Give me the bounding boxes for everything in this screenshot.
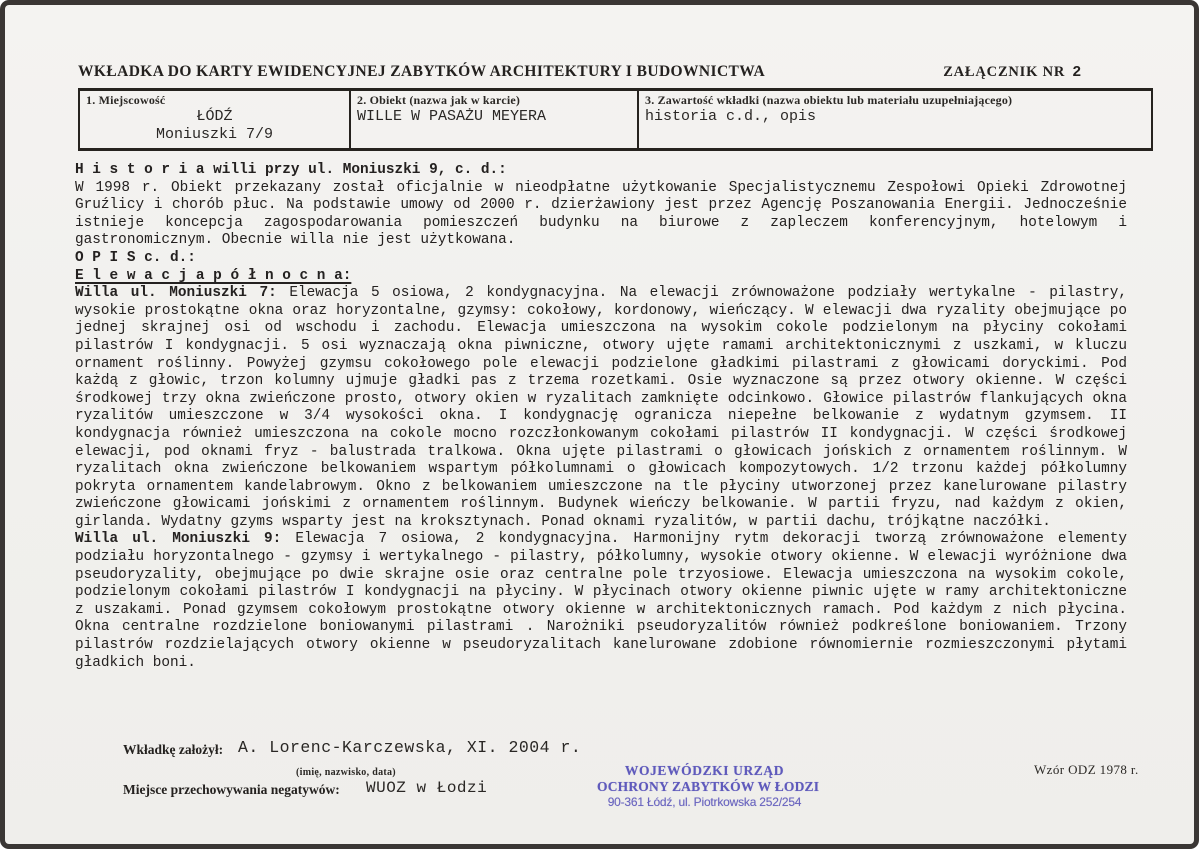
- form-pattern-note: Wzór ODZ 1978 r.: [1034, 762, 1139, 777]
- cell-label: 1. Miejscowość: [86, 93, 166, 107]
- cell-value-city: ŁÓDŹ: [196, 108, 233, 125]
- willa-moniuszki-7-paragraph: [75, 285, 1127, 531]
- header-table: [78, 88, 1153, 151]
- founder-label: Wkładkę założył:: [123, 742, 224, 757]
- negatives-value: WUOZ w Łodzi: [366, 779, 488, 797]
- history-heading: H i s t o r i a willi przy ul. Moniuszki 9, c. d.:: [75, 162, 507, 178]
- willa-9-lead: Willa ul. Moniuszki 9:: [75, 531, 282, 548]
- table-cell-miejscowosc: [80, 91, 349, 148]
- document-page: [5, 5, 1194, 844]
- willa-9-text: Elewacja 7 osiowa, 2 kondygnacyjna. Harmonijny rytm dekoracji tworzą zrównoważone elementy podziału horyzontalnego - gzymsy i wertykalnego - pilastry, półkolumny, wysokie otwory okienne. W elewacji wyróżnione dwa pseudoryzality, obejmujące po dwie skrajne osie oraz centralne pole trzyosiowe. Elewacja umieszczona na wysokim cokole, podzielonym cokołami pilastrów I kondygnacji na płyciny. W płycinach otwory okienne piwnic ujęte w ramy architektoniczne z uszakami. Ponad gzymsem cokołowym prostokątne otwory okienne w architektonicznych ramach. Pod każdym z nich płycina. Okna centralne rozdzielone boniowanymi pilastrami . Narożniki pseudoryzalitów również podkreślone boniowaniem. Trzony pilastrów rozdzielających otwory okienne w pseudoryzalitach kanelurowane zdobione równomiernie rozmieszczonymi płytami gładkich boni.: [75, 531, 1127, 671]
- founder-value: A. Lorenc-Karczewska, XI. 2004 r.: [238, 738, 582, 757]
- table-cell-zawartosc: [637, 91, 1151, 148]
- cell-label: 3. Zawartość wkładki (nazwa obiektu lub materiału uzupełniającego): [645, 93, 1013, 107]
- negatives-label: Miejsce przechowywania negatywów:: [123, 782, 340, 797]
- stamp-line-1: WOJEWÓDZKI URZĄD: [624, 763, 785, 778]
- willa-7-text: Elewacja 5 osiowa, 2 kondygnacyjna. Na elewacji zrównoważone podziały wertykalne - pilastry, wysokie prostokątne okna oraz horyzontalne, gzymsy: cokołowy, kordonowy, wieńczący. W elewacji dwa ryzality obejmujące po jednej skrajnej osi od wschodu i zachodu. Elewacja umieszczona na wysokim cokole podzielonym na płyciny cokołami pilastrów I kondygnacji. 5 osi wyznaczają okna piwniczne, otwory ujęte ramami architektonicznymi z uszkami, w kluczu ornament roślinny. Powyżej gzymsu cokołowego pole elewacji podzielone gładkimi pilastrami z głowicami doryckimi. Pod każdą z głowic, trzon kolumny ujmuje gładki pas z trzema rozetkami. Osie wyznaczone są przez otwory okienne. W części środkowej trzy okna zwieńczone prosto, otwory okien w ryzalitach zamknięte odcinkowo. Głowice pilastrów flankujących okna ryzalitów umieszczone w 3/4 wysokości okna. I kondygnację ogranicza niepełne belkowanie z wydatnym gzymsem. II kondygnacja również umieszczona na cokole mocno rozczłonkowanym cokołami pilastrów II kondygnacji. W części środkowej elewacji, pod oknami fryz - balustrada tralkowa. Okna ujęte pilastrami o głowicach jońskich z ornamentem roślinnym. W ryzalitach okna zwieńczone belkowaniem wspartym półkolumnami o głowicach kompozytowych. 1/2 trzonu każdej półkolumny pokryta ornamentem kandelabrowym. Okno z belkowaniem umieszczone na tle płyciny utworzonej przez kanelurowane pilastry zwieńczone głowicami jońskimi z ornamentem roślinnym. Budynek wieńczy belkowanie. W partii fryzu, nad każdym z okien, girlanda. Wydatny gzyms wsparty jest na kroksztynach. Ponad oknami ryzalitów, w partii dachu, trójkątne naczółki.: [75, 285, 1127, 530]
- page-title: WKŁADKA DO KARTY EWIDENCYJNEJ ZABYTKÓW ARCHITEKTURY I BUDOWNICTWA: [78, 63, 766, 80]
- document-header: [78, 63, 1082, 81]
- willa-7-lead: Willa ul. Moniuszki 7:: [75, 285, 277, 302]
- opis-heading: O P I S c. d.:: [75, 249, 196, 266]
- stamp-line-3: 90-361 Łódź, ul. Piotrkowska 252/254: [607, 795, 802, 809]
- history-paragraph: W 1998 r. Obiekt przekazany został oficjalnie w nieodpłatne użytkowanie Specjalistycznemu Zespołowi Opieki Zdrowotnej Gruźlicy i chorób płuc. Na podstawie umowy od 2000 r. dzierżawiony jest przez Agencję Poszanowania Energii. Jednocześnie istnieje koncepcja zagospodarowania pomieszczeń budynku na biurowe z zapleczem konferencyjnym, hotelowym i gastronomicznym. Obecnie willa nie jest użytkowana.: [75, 179, 1127, 249]
- cell-value-contents: historia c.d., opis: [645, 108, 817, 125]
- elewacja-polnocna-heading: [75, 268, 1127, 286]
- cell-value-object: WILLE W PASAŻU MEYERA: [357, 108, 547, 125]
- willa-moniuszki-9-paragraph: [75, 531, 1127, 672]
- founder-note: (imię, nazwisko, data): [296, 767, 396, 778]
- attachment-number-value: 2: [1072, 64, 1082, 81]
- table-cell-obiekt: [349, 91, 637, 148]
- cell-label: 2. Obiekt (nazwa jak w karcie): [357, 93, 521, 107]
- elewacja-heading-text: E l e w a c j a p ó ł n o c n a:: [75, 267, 352, 284]
- attachment-number: [943, 64, 1082, 81]
- attachment-label: ZAŁĄCZNIK NR: [943, 64, 1066, 80]
- cell-value-street: Moniuszki 7/9: [155, 126, 274, 143]
- document-body: [75, 162, 1127, 672]
- stamp-line-2: OCHRONY ZABYTKÓW W ŁODZI: [597, 779, 820, 794]
- office-stamp: [597, 763, 820, 809]
